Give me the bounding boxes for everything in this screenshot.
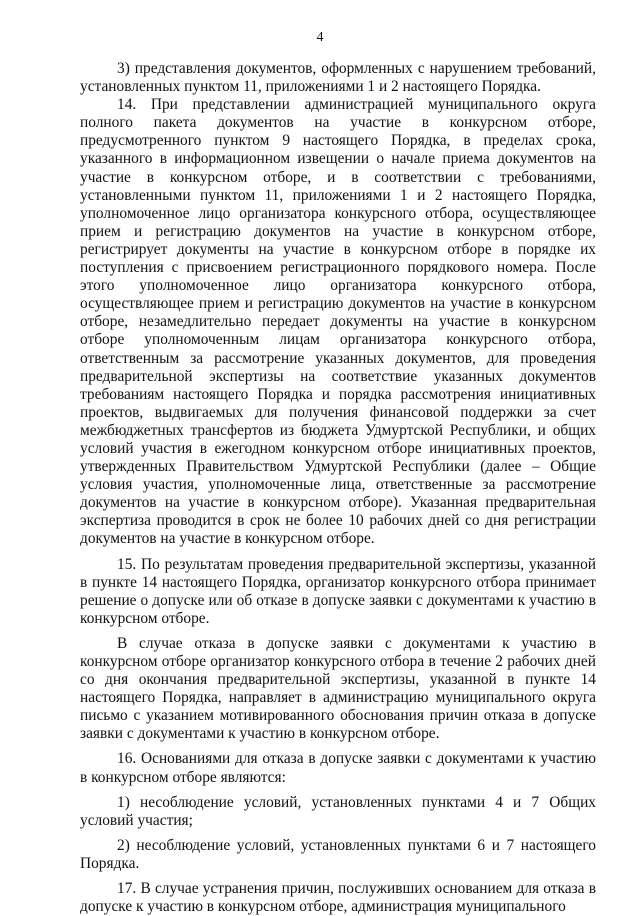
- paragraph-15-refusal: В случае отказа в допуске заявки с документами к участию в конкурсном отборе организатор конкурсного отбора в течение 2 рабочих дней со дня окончания предварительной экспертизы, указанной в пункте 14 настоящего Порядка, направляет в администрацию муниципального округа письмо с указанием мотивированного обоснования причин отказа в допуске заявки с документами к участию в конкурсном отборе.: [80, 634, 596, 743]
- paragraph-17: 17. В случае устранения причин, послуживших основанием для отказа в допуске к участию в конкурсном отборе, администрация муниципального: [80, 880, 596, 916]
- document-body: [80, 60, 596, 916]
- paragraph-15: 15. По результатам проведения предварительной экспертизы, указанной в пункте 14 настоящего Порядка, организатор конкурсного отбора принимает решение о допуске или об отказе в допуске заявки с документами к участию в конкурсном отборе.: [80, 555, 596, 627]
- paragraph-14: 14. При представлении администрацией муниципального округа полного пакета документов на участие в конкурсном отборе, предусмотренного пунктом 9 настоящего Порядка, в пределах срока, указанного в информационном извещении о начале приема документов на участие в конкурсном отборе, и в соответствии с требованиями, установленными пунктом 11, приложениями 1 и 2 настоящего Порядка, уполномоченное лицо организатора конкурсного отбора, осуществляющее прием и регистрацию документов на участие в конкурсном отборе, регистрирует документы на участие в конкурсном отборе в порядке их поступления с присвоением регистрационного порядкового номера. После этого уполномоченное лицо организатора конкурсного отбора, осуществляющее прием и регистрацию документов на участие в конкурсном отборе, незамедлительно передает документы на участие в конкурсном отборе уполномоченным лицам организатора конкурсного отбора, ответственным за рассмотрение указанных документов, для проведения предварительной экспертизы на соответствие указанных документов требованиям настоящего Порядка и порядка рассмотрения инициативных проектов, выдвигаемых для получения финансовой поддержки за счет межбюджетных трансфертов из бюджета Удмуртской Республики, и общих условий участия в ежегодном конкурсном отборе инициативных проектов, утвержденных Правительством Удмуртской Республики (далее – Общие условия участия, уполномоченные лица, ответственные за рассмотрение документов на участие в конкурсном отборе). Указанная предварительная экспертиза проводится в срок не более 10 рабочих дней со дня регистрации документов на участие в конкурсном отборе.: [80, 96, 596, 548]
- paragraph-16-item-2: 2) несоблюдение условий, установленных пунктами 6 и 7 настоящего Порядка.: [80, 836, 596, 872]
- page-number: 4: [316, 30, 324, 45]
- paragraph-16-item-1: 1) несоблюдение условий, установленных пунктами 4 и 7 Общих условий участия;: [80, 793, 596, 829]
- paragraph-13-item-3: 3) представления документов, оформленных с нарушением требований, установленных пунктом 11, приложениями 1 и 2 настоящего Порядка.: [80, 60, 596, 96]
- paragraph-16: 16. Основаниями для отказа в допуске заявки с документами к участию в конкурсном отборе являются:: [80, 750, 596, 786]
